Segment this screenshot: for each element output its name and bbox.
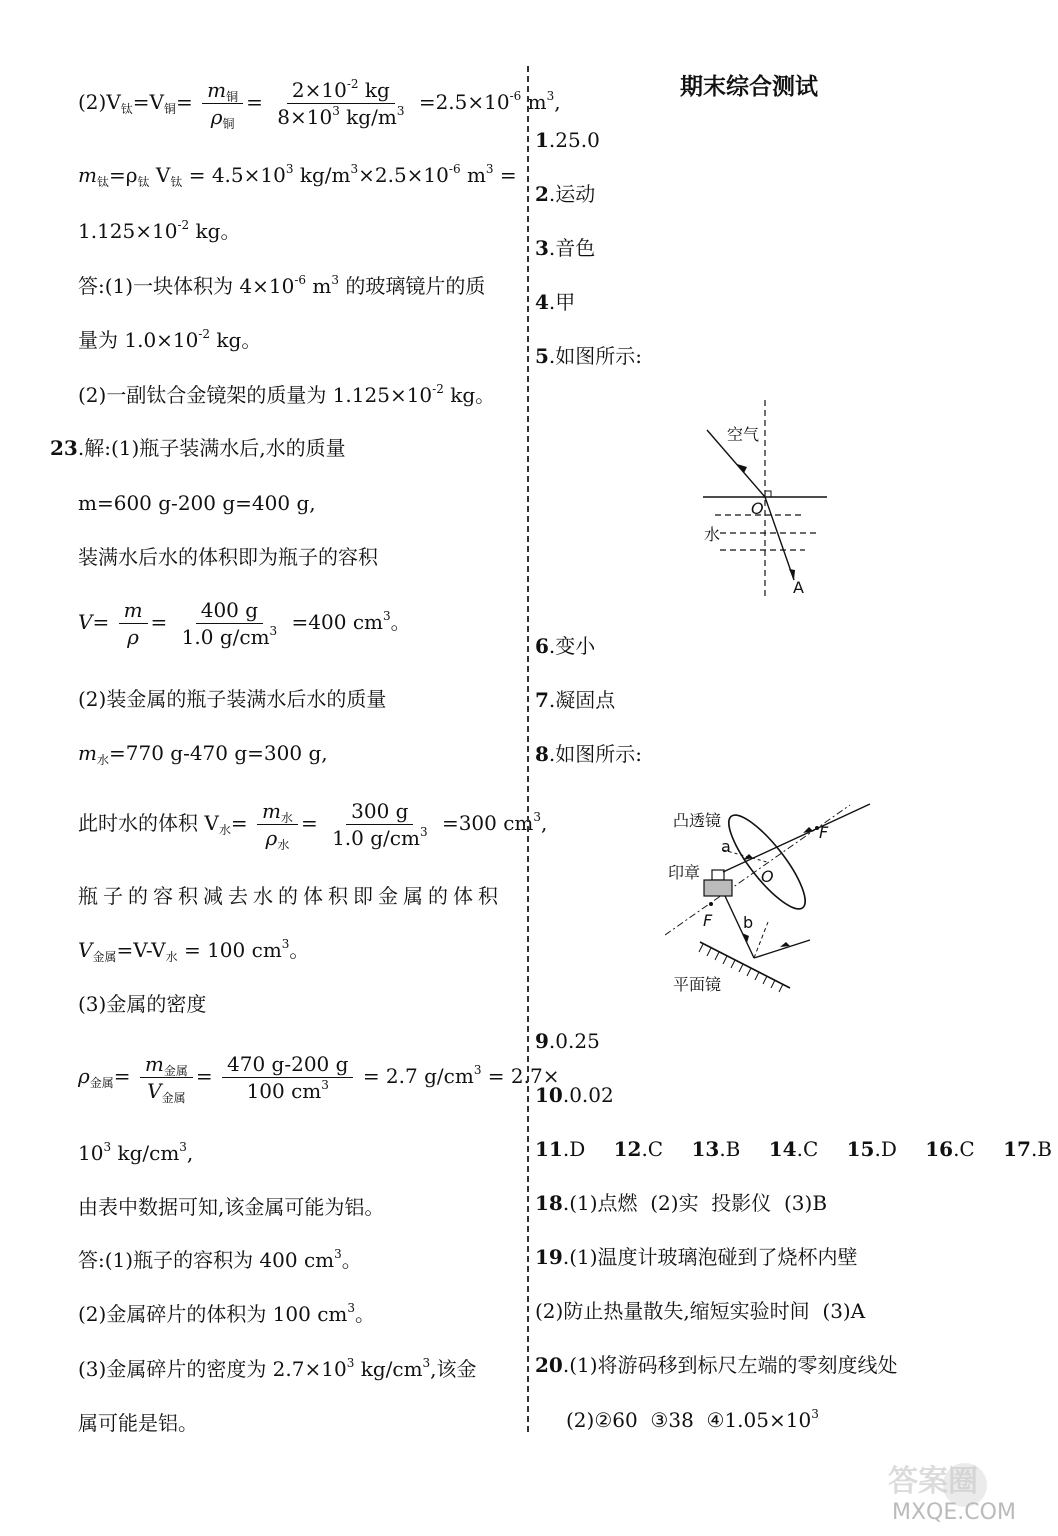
answer-1: 1.25.0 xyxy=(535,128,600,152)
left-line-10: V= $\frac{m}{\rho}$ = $\frac{400 g}{1.0 g/cm^3}$ =400 $cm^3$。 xyxy=(78,598,411,649)
svg-text:MXQE.COM: MXQE.COM xyxy=(892,1500,1016,1525)
answer-5: 5.如图所示: xyxy=(535,344,643,368)
fraction: $\frac{m_{金属}}{V_{金属}}$ xyxy=(140,1052,193,1103)
left-line-14: 瓶子的容积减去水的体积即金属的体积 xyxy=(78,884,503,908)
left-line-2: $m_钛=\rho_钛$ $V_钛 = 4.5\times 10^3$ $kg/m^3\times 2.5\times 10^{-6}$ $m^3$ = xyxy=(78,162,517,189)
left-line-4: 答:(1)一块体积为 $4\times 10^{-6}$ $m^3$ 的玻璃镜片的质 xyxy=(78,273,486,298)
stamp-handle xyxy=(712,870,724,880)
left-line-18: $10^3$ $kg/cm^3$, xyxy=(78,1140,194,1165)
label-ray-b: b xyxy=(743,913,754,932)
answer-20: 20.(1)将游码移到标尺左端的零刻度线处 xyxy=(535,1353,898,1377)
fraction: $\frac{300 g}{1.0 g/cm^3}$ xyxy=(332,799,428,850)
fraction: $\frac{470 g-200 g}{100 cm^3}$ xyxy=(222,1052,353,1103)
lens-diagram xyxy=(665,790,880,1005)
label-mirror: 平面镜 xyxy=(673,975,722,994)
answer-20-cont: (2)②60 ③38 $④1.05\times 10^3$ xyxy=(566,1407,819,1432)
column-divider xyxy=(527,66,529,1432)
left-line-8: m=600 g-200 g=400 g, xyxy=(78,491,316,515)
left-line-11: (2)装金属的瓶子装满水后水的质量 xyxy=(78,687,387,711)
mc-answer: 14.C xyxy=(768,1137,819,1161)
answer-4: 4.甲 xyxy=(535,290,576,314)
label-ray-a: a xyxy=(721,837,731,856)
focal-point-dot xyxy=(709,902,713,906)
label-a: A xyxy=(793,578,804,597)
label-f-left: F xyxy=(703,911,713,930)
left-line-3: $1.125\times 10^{-2}$ kg。 xyxy=(78,218,241,243)
left-line-21: (2)金属碎片的体积为 100 $cm^3$。 xyxy=(78,1301,376,1326)
left-line-23: 属可能是铝。 xyxy=(78,1411,198,1435)
ray-a xyxy=(723,804,870,872)
answer-6: 6.变小 xyxy=(535,634,596,658)
label-water: 水 xyxy=(704,525,721,544)
answer-10: 10.0.02 xyxy=(535,1083,614,1107)
left-line-1: $(2)V_钛=V_铜=$ $\frac{m_铜}{\rho_铜}$ = $\frac{2\times 10^{-2} kg}{8\times 10^3 kg/m^3}$ $=2.5\times 10^{-6}$ $m^3$, xyxy=(78,77,561,131)
label-o: O xyxy=(761,867,774,886)
answer-3: 3.音色 xyxy=(535,236,596,260)
mc-answer: 15.D xyxy=(846,1137,897,1161)
svg-text:答案圈: 答案圈 xyxy=(888,1464,978,1499)
answer-18: 18.(1)点燃 (2)实 投影仪 (3)B xyxy=(535,1191,828,1215)
left-line-6: (2)一副钛合金镜架的质量为 $1.125\times 10^{-2}$ kg。 xyxy=(78,382,496,407)
answer-2: 2.运动 xyxy=(535,182,596,206)
label-stamp: 印章 xyxy=(668,863,701,882)
left-line-7: 23.解:(1)瓶子装满水后,水的质量 xyxy=(50,436,346,460)
left-line-16: (3)金属的密度 xyxy=(78,992,207,1016)
left-line-5: 量为 $1.0\times 10^{-2}$ kg。 xyxy=(78,327,262,352)
left-line-20: 答:(1)瓶子的容积为 400 $cm^3$。 xyxy=(78,1247,362,1272)
left-line-9: 装满水后水的体积即为瓶子的容积 xyxy=(78,545,378,569)
left-line-17: $\rho_{金属}=$ $\frac{m_{金属}}{V_{金属}}$ = $\frac{470 g-200 g}{100 cm^3}$ = 2.7 $g/cm^3 = 2.7\times$ xyxy=(78,1052,560,1105)
fraction: $\frac{m_水}{\rho_水}$ xyxy=(257,799,298,850)
incident-arrow xyxy=(737,464,747,473)
mc-answer: 13.B xyxy=(691,1137,741,1161)
label-air: 空气 xyxy=(727,425,760,444)
mc-answer: 11.D xyxy=(535,1137,586,1161)
label-lens: 凸透镜 xyxy=(673,811,722,830)
right-angle-mark xyxy=(765,491,771,497)
fraction: $\frac{400 g}{1.0 g/cm^3}$ xyxy=(181,598,278,649)
answer-8: 8.如图所示: xyxy=(535,742,643,766)
stamp-base xyxy=(704,880,732,896)
label-f-right: F xyxy=(819,823,829,842)
answer-9: 9.0.25 xyxy=(535,1029,600,1053)
mc-answer: 12.C xyxy=(613,1137,664,1161)
mirror-normal xyxy=(754,922,768,958)
reflected-ray xyxy=(754,940,810,958)
left-line-15: $V_{金属}=V-V_水 = 100$ $cm^3$。 xyxy=(78,937,310,964)
mc-answer: 16.C xyxy=(925,1137,975,1161)
left-line-13: 此时水的体积 $V_水=$ $\frac{m_水}{\rho_水}$ = $\frac{300 g}{1.0 g/cm^3}$ =300 $cm^3$, xyxy=(78,799,548,852)
left-line-12: $m_水=770$ g-470 g=300 g, xyxy=(78,741,328,767)
left-line-22: (3)金属碎片的密度为 $2.7\times 10^3$ $kg/cm^3$,该金 xyxy=(78,1356,477,1381)
refraction-diagram xyxy=(695,395,835,605)
section-title: 期末综合测试 xyxy=(680,74,818,100)
fraction: $\frac{m}{\rho}$ xyxy=(119,598,148,649)
fraction: $\frac{m_铜}{\rho_铜}$ xyxy=(202,78,243,129)
ray-b-arrow xyxy=(742,933,749,943)
watermark-logo xyxy=(880,1455,1050,1525)
label-o: O xyxy=(751,499,764,518)
answer-19-cont: (2)防止热量散失,缩短实验时间 (3)A xyxy=(535,1299,866,1323)
answers-11-17 xyxy=(535,1137,1052,1161)
answer-19: 19.(1)温度计玻璃泡碰到了烧杯内壁 xyxy=(535,1245,858,1269)
refracted-ray xyxy=(765,497,794,580)
answer-7: 7.凝固点 xyxy=(535,688,616,712)
fraction: $\frac{2\times 10^{-2} kg}{8\times 10^3 kg/m^3}$ xyxy=(277,77,405,129)
left-line-19: 由表中数据可知,该金属可能为铝。 xyxy=(78,1195,385,1219)
mc-answer: 17.B xyxy=(1003,1137,1053,1161)
